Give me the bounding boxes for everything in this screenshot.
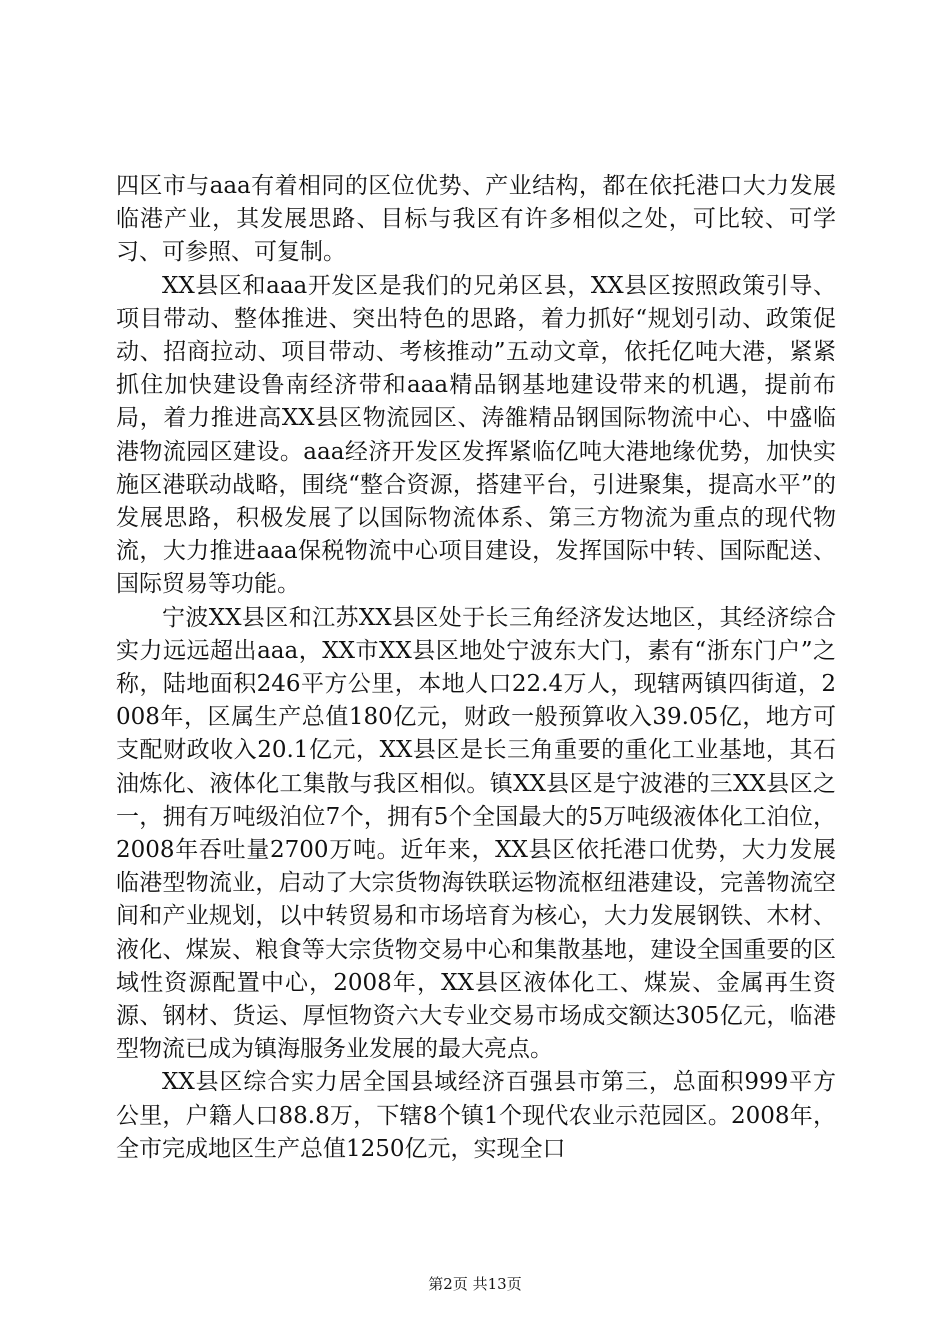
page-footer: 第2页 共13页	[428, 1275, 522, 1293]
paragraph-xx-and-aaa-zones: XX县区和aaa开发区是我们的兄弟区县，XX县区按照政策引导、项目带动、整体推进、突出特色的思路，着力抓好“规划引动、政策促动、招商拉动、项目带动、考核推动”五动文章，依托亿吨大港，紧紧抓住加快建设鲁南经济带和aaa精品钢基地建设带来的机遇，提前布局，着力推进高XX县区物流园区、涛雒精品钢国际物流中心、中盛临港物流园区建设。aaa经济开发区发挥紧临亿吨大港地缘优势，加快实施区港联动战略，围绕“整合资源，搭建平台，引进聚集，提高水平”的发展思路，积极发展了以国际物流体系、第三方物流为重点的现代物流，大力推进aaa保税物流中心项目建设，发挥国际中转、国际配送、国际贸易等功能。	[116, 272, 836, 598]
paragraph-ningbo-and-jiangsu: 宁波XX县区和江苏XX县区处于长三角经济发达地区，其经济综合实力远远超出aaa，XX市XX县区地处宁波东大门，素有“浙东门户”之称，陆地面积246平方公里，本地人口22.4万人，现辖两镇四街道，2008年，区属生产总值180亿元，财政一般预算收入39.05亿，地方可支配财政收入20.1亿元，XX县区是长三角重要的重化工业基地，其石油炼化、液体化工集散与我区相似。镇XX县区是宁波港的三XX县区之一，拥有万吨级泊位7个，拥有5个全国最大的5万吨级液体化工泊位，2008年吞吐量2700万吨。近年来，XX县区依托港口优势，大力发展临港型物流业，启动了大宗货物海铁联运物流枢纽港建设，完善物流空间和产业规划，以中转贸易和市场培育为核心，大力发展钢铁、木材、液化、煤炭、粮食等大宗货物交易中心和集散基地，建设全国重要的区域性资源配置中心，2008年，XX县区液体化工、煤炭、金属再生资源、钢材、货运、厚恒物资六大专业交易市场成交额达305亿元，临港型物流已成为镇海服务业发展的最大亮点。	[116, 604, 836, 1063]
paragraph-continuation: 四区市与aaa有着相同的区位优势、产业结构，都在依托港口大力发展临港产业，其发展思路、目标与我区有许多相似之处，可比较、可学习、可参照、可复制。	[116, 173, 836, 266]
document-body	[116, 170, 836, 1166]
paragraph-county-strength: XX县区综合实力居全国县域经济百强县市第三，总面积999平方公里，户籍人口88.8万，下辖8个镇1个现代农业示范园区。2008年，全市完成地区生产总值1250亿元，实现全口	[116, 1069, 836, 1162]
